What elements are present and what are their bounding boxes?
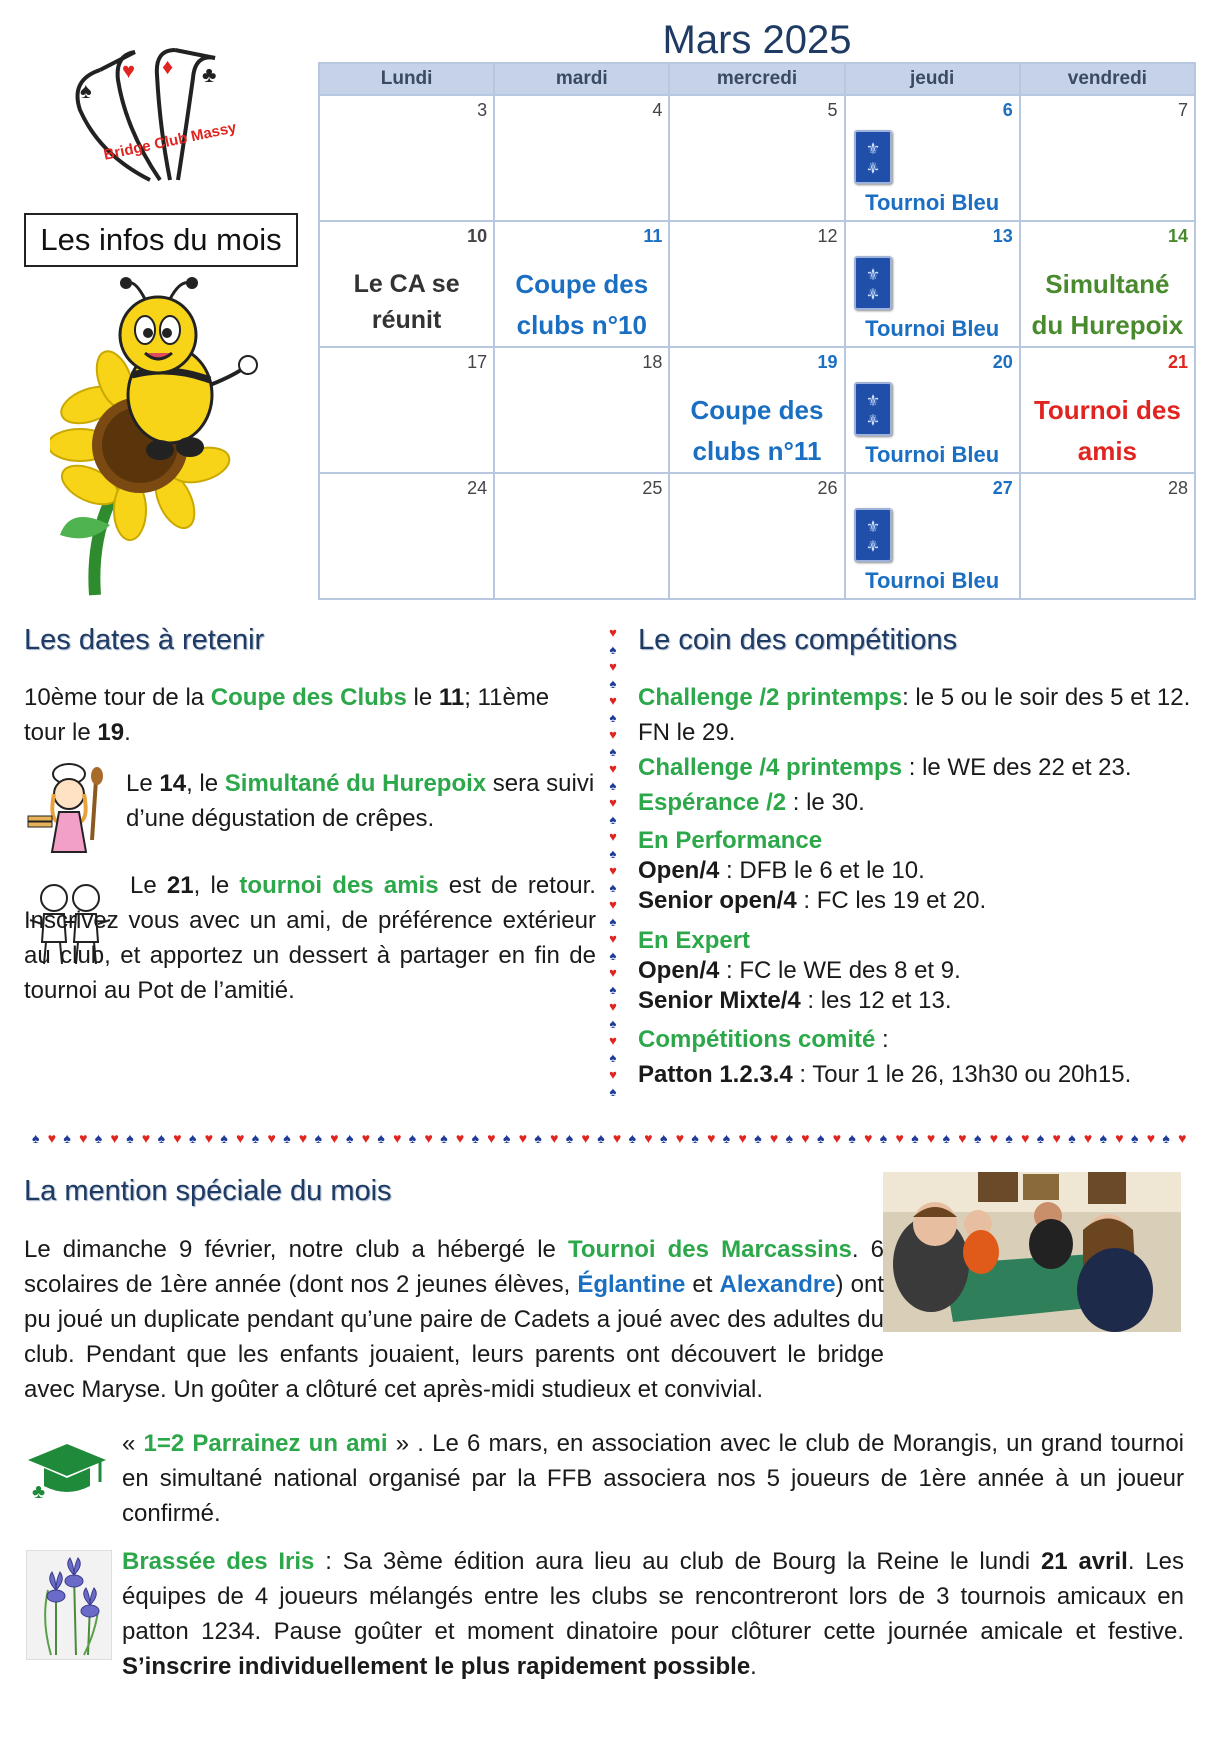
suit-glyph: ♥ xyxy=(581,1130,590,1146)
calendar-day-cell xyxy=(319,95,494,221)
suit-glyph: ♥ xyxy=(204,1130,214,1146)
calendar-table xyxy=(318,62,1196,600)
text: le xyxy=(406,684,439,711)
day-number: 25 xyxy=(642,478,663,498)
suit-glyph: ♠ xyxy=(974,1130,982,1146)
text: : le 5 ou le soir des 5 et 12. FN le 29. xyxy=(638,684,1191,746)
calendar-day-cell xyxy=(494,95,669,221)
calendar-day-cell xyxy=(494,221,669,347)
tournoi-bleu-label: Tournoi Bleu xyxy=(865,442,1000,467)
calendar-day-cell xyxy=(319,473,494,599)
text: . 6 scolaires de 1ère année (dont nos 2 jeunes élèves, xyxy=(24,1236,884,1298)
date-highlight: 21 avril xyxy=(1040,1548,1128,1575)
svg-text:♠: ♠ xyxy=(609,1084,617,1099)
date-highlight: 21 xyxy=(166,872,194,899)
competitions-list xyxy=(638,680,1200,1092)
suit-glyph: ♠ xyxy=(283,1130,291,1146)
day-number: 19 xyxy=(817,352,838,372)
suit-glyph: ♠ xyxy=(408,1130,417,1146)
logo-text: Bridge Club Massy xyxy=(102,119,238,164)
suit-glyph: ♥ xyxy=(926,1130,936,1146)
competition-label: Open/4 xyxy=(638,957,720,984)
suit-glyph: ♠ xyxy=(1162,1130,1170,1146)
suit-glyph: ♥ xyxy=(738,1130,747,1146)
suit-glyph: ♥ xyxy=(487,1130,496,1146)
day-number: 14 xyxy=(1167,226,1188,246)
coupe-clubs-highlight: Coupe des Clubs xyxy=(210,684,407,711)
competition-item xyxy=(638,785,1200,820)
photo-float-spacer xyxy=(894,1232,1184,1356)
svg-text:♥: ♥ xyxy=(609,659,617,674)
calendar-day-cell xyxy=(669,221,844,347)
suit-glyph: ♠ xyxy=(660,1130,668,1146)
calendar-day-cell xyxy=(1020,473,1195,599)
day-number: 24 xyxy=(467,478,488,498)
day-number: 11 xyxy=(643,226,663,246)
calendar-day-cell xyxy=(319,347,494,473)
suit-glyph: ♠ xyxy=(471,1130,480,1146)
calendar-day-cell xyxy=(494,347,669,473)
calendar-day-cell xyxy=(845,95,1020,221)
tournoi-amis-event xyxy=(1021,390,1194,472)
text: Le xyxy=(126,770,160,797)
text: . Les équipes de 4 joueurs mélangés entre les clubs se rencontreront lors de 3 tournois amicaux en patton 1234. Pause goûter et moment dinatoire pour clôturer cette journée amicale et festive. xyxy=(122,1548,1184,1645)
calendar-day-cell xyxy=(669,473,844,599)
event-line: Coupe des xyxy=(515,269,649,299)
competition-label: Challenge /4 printemps xyxy=(638,754,903,781)
text: : le WE des 22 et 23. xyxy=(902,754,1132,781)
svg-text:⚜: ⚜ xyxy=(865,393,880,410)
event-line: Tournoi des xyxy=(1033,395,1181,425)
calendar-day-cell xyxy=(845,473,1020,599)
suit-glyph: ♥ xyxy=(864,1130,873,1146)
suit-glyph: ♠ xyxy=(220,1130,228,1146)
text: , le xyxy=(193,872,240,899)
svg-text:♥: ♥ xyxy=(609,897,617,912)
svg-text:♥: ♥ xyxy=(609,863,617,878)
svg-text:♥: ♥ xyxy=(609,999,617,1014)
dates-paragraph-1 xyxy=(24,680,594,750)
competition-label: Patton 1.2.3.4 xyxy=(638,1061,793,1088)
text: . xyxy=(750,1653,757,1680)
suit-glyph: ♥ xyxy=(958,1130,967,1146)
svg-text:⚜: ⚜ xyxy=(865,284,880,301)
suit-glyph: ♥ xyxy=(707,1130,716,1146)
suit-glyph: ♥ xyxy=(47,1130,57,1146)
svg-text:♥: ♥ xyxy=(609,1033,617,1048)
suit-glyph: ♠ xyxy=(1036,1130,1045,1146)
svg-text:♥: ♥ xyxy=(609,795,617,810)
svg-text:♠: ♠ xyxy=(609,710,617,725)
club-logo xyxy=(60,40,270,190)
mention-paragraph-1 xyxy=(24,1232,1184,1407)
svg-text:♠: ♠ xyxy=(80,78,92,103)
text: : Sa 3ème édition aura lieu au club de Bourg la Reine le lundi xyxy=(314,1548,1041,1575)
event-line: Coupe des xyxy=(690,395,824,425)
suit-glyph: ♠ xyxy=(251,1130,260,1146)
suit-glyph: ♠ xyxy=(785,1130,794,1146)
coupe-clubs-11-event xyxy=(670,390,843,472)
calendar-day-cell xyxy=(845,221,1020,347)
text: : xyxy=(875,1026,889,1053)
dates-paragraph-3 xyxy=(24,868,596,1008)
suit-divider-horizontal xyxy=(30,1128,1198,1148)
text: « xyxy=(122,1430,144,1457)
suit-glyph: ♠ xyxy=(314,1130,323,1146)
competition-item xyxy=(638,750,1200,785)
month-title: Mars 2025 xyxy=(662,18,852,62)
day-number: 13 xyxy=(992,226,1013,246)
suit-glyph: ♥ xyxy=(1083,1130,1093,1146)
suit-glyph: ♠ xyxy=(32,1130,40,1146)
svg-text:♠: ♠ xyxy=(609,982,617,997)
day-number: 7 xyxy=(1177,100,1188,120)
suit-glyph: ♠ xyxy=(377,1130,385,1146)
svg-text:⚜: ⚜ xyxy=(865,141,880,158)
event-line: clubs n°10 xyxy=(516,310,647,340)
calendar-day-cell xyxy=(494,473,669,599)
dates-paragraph-2 xyxy=(126,766,596,836)
text: : FC le WE des 8 et 9. xyxy=(719,957,961,984)
parrainez-highlight: 1=2 Parrainez un ami xyxy=(143,1430,388,1457)
svg-text:♥: ♥ xyxy=(609,761,617,776)
suit-glyph: ♥ xyxy=(298,1130,308,1146)
text: : le 30. xyxy=(786,789,865,816)
tournoi-bleu-label: Tournoi Bleu xyxy=(865,568,1000,593)
playing-card-icon xyxy=(854,382,892,436)
suit-glyph: ♠ xyxy=(691,1130,699,1146)
calendar-day-cell xyxy=(669,95,844,221)
competitions-title: Le coin des compétitions xyxy=(638,624,958,656)
svg-text:♠: ♠ xyxy=(609,846,617,861)
svg-text:⚜: ⚜ xyxy=(865,158,880,175)
suit-glyph: ♥ xyxy=(550,1130,559,1146)
day-number: 26 xyxy=(817,478,838,498)
suit-glyph: ♠ xyxy=(911,1130,919,1146)
text: » . Le 6 mars, en association avec le club de Morangis, un grand tournoi en simultané national organisé par la FFB associera nos 5 joueurs de 1ère année à un joueur confirmé. xyxy=(122,1430,1185,1527)
svg-text:♣: ♣ xyxy=(32,1481,46,1503)
svg-text:⚜: ⚜ xyxy=(865,267,880,284)
day-number: 10 xyxy=(467,226,488,246)
suit-glyph: ♥ xyxy=(1115,1130,1124,1146)
playing-card-icon xyxy=(854,256,892,310)
dates-title: Les dates à retenir xyxy=(24,624,265,656)
svg-text:♣: ♣ xyxy=(202,62,217,87)
suit-glyph: ♥ xyxy=(801,1130,810,1146)
suit-glyph: ♠ xyxy=(1131,1130,1139,1146)
tournoi-bleu-label: Tournoi Bleu xyxy=(865,316,1000,341)
suit-glyph: ♥ xyxy=(361,1130,371,1146)
mention-title: La mention spéciale du mois xyxy=(24,1175,392,1207)
graduation-cap-icon xyxy=(24,1432,110,1504)
suit-glyph: ♥ xyxy=(455,1130,465,1146)
svg-text:♠: ♠ xyxy=(609,642,617,657)
text: ; 11ème tour le xyxy=(24,684,550,746)
calendar-day-cell xyxy=(669,347,844,473)
day-number: 27 xyxy=(992,478,1013,498)
suit-glyph: ♠ xyxy=(94,1130,103,1146)
event-line: du Hurepoix xyxy=(1031,310,1184,340)
day-number: 28 xyxy=(1167,478,1188,498)
day-number: 17 xyxy=(467,352,488,372)
day-number: 6 xyxy=(1002,100,1013,120)
competition-label: Espérance /2 xyxy=(638,789,787,816)
svg-text:♥: ♥ xyxy=(609,693,617,708)
suit-glyph: ♥ xyxy=(393,1130,402,1146)
event-line: Le CA se xyxy=(353,270,460,298)
suit-glyph: ♥ xyxy=(110,1130,119,1146)
suit-glyph: ♥ xyxy=(173,1130,182,1146)
svg-text:♠: ♠ xyxy=(609,778,617,793)
svg-text:♦: ♦ xyxy=(162,54,174,79)
suit-glyph: ♥ xyxy=(141,1130,151,1146)
event-line: Simultané xyxy=(1045,269,1170,299)
suit-glyph: ♥ xyxy=(832,1130,842,1146)
group-title: Compétitions comité xyxy=(638,1026,876,1053)
calendar-week-row xyxy=(319,221,1195,347)
group-title-row xyxy=(638,1022,1200,1057)
calendar-week-row xyxy=(319,473,1195,599)
group-title: En Performance xyxy=(638,827,823,854)
coupe-clubs-10-event xyxy=(495,264,668,346)
date-highlight: 14 xyxy=(159,770,187,797)
text: est de retour. Inscrivez vous avec un ami, de préférence extérieur au club, et apportez un dessert à partager en fin de tournoi au Pot de l’amitié. xyxy=(24,872,596,1004)
suit-glyph: ♥ xyxy=(1178,1130,1187,1146)
suit-glyph: ♠ xyxy=(565,1130,574,1146)
text: sera suivi d’une dégustation de crêpes. xyxy=(126,770,595,832)
suit-divider-vertical xyxy=(606,625,620,1105)
text: Le dimanche 9 février, notre club a hébergé le xyxy=(24,1236,568,1263)
ca-event xyxy=(320,266,493,338)
competition-item xyxy=(638,856,1200,886)
text: : FC les 19 et 20. xyxy=(796,887,987,914)
competition-label: Senior open/4 xyxy=(638,887,797,914)
date-highlight: 11 xyxy=(438,684,465,711)
text: : les 12 et 13. xyxy=(800,987,952,1014)
text: 10ème tour de la xyxy=(24,684,211,711)
mention-paragraph-3 xyxy=(122,1544,1184,1684)
weekday-header: vendredi xyxy=(1020,63,1195,95)
text: Le xyxy=(130,872,167,899)
weekday-header: Lundi xyxy=(319,63,494,95)
tournoi-bleu-label: Tournoi Bleu xyxy=(865,190,1000,215)
calendar-day-cell xyxy=(1020,221,1195,347)
suit-glyph: ♥ xyxy=(330,1130,339,1146)
bee-sunflower-illustration xyxy=(50,275,260,605)
suit-glyph: ♠ xyxy=(754,1130,762,1146)
date-highlight: 19 xyxy=(97,719,125,746)
svg-text:♥: ♥ xyxy=(609,965,617,980)
suit-glyph: ♠ xyxy=(189,1130,197,1146)
suit-glyph: ♠ xyxy=(848,1130,856,1146)
tournoi-amis-highlight: tournoi des amis xyxy=(239,872,439,899)
weekday-header: mardi xyxy=(494,63,669,95)
suit-glyph: ♥ xyxy=(267,1130,276,1146)
svg-text:♠: ♠ xyxy=(609,812,617,827)
infos-title: Les infos du mois xyxy=(24,213,298,267)
suit-glyph: ♠ xyxy=(63,1130,71,1146)
competition-item xyxy=(638,680,1200,750)
student-name-highlight: Alexandre xyxy=(719,1271,836,1298)
svg-text:♥: ♥ xyxy=(609,829,617,844)
suit-glyph: ♥ xyxy=(675,1130,685,1146)
suit-glyph: ♥ xyxy=(79,1130,88,1146)
svg-text:♥: ♥ xyxy=(609,931,617,946)
simultane-event xyxy=(1021,264,1194,346)
playing-card-icon xyxy=(854,130,892,184)
day-number: 4 xyxy=(652,100,663,120)
svg-text:⚜: ⚜ xyxy=(865,536,880,553)
suit-glyph: ♥ xyxy=(895,1130,904,1146)
playing-card-icon xyxy=(854,508,892,562)
simultane-highlight: Simultané du Hurepoix xyxy=(224,770,487,797)
suit-glyph: ♥ xyxy=(1021,1130,1030,1146)
suit-glyph: ♥ xyxy=(518,1130,528,1146)
weekday-header: jeudi xyxy=(845,63,1020,95)
svg-text:⚜: ⚜ xyxy=(865,519,880,536)
day-number: 12 xyxy=(817,226,838,246)
suit-glyph: ♠ xyxy=(817,1130,825,1146)
group-title: En Expert xyxy=(638,927,751,954)
svg-text:♥: ♥ xyxy=(609,1067,617,1082)
event-line: réunit xyxy=(371,306,442,334)
svg-text:♠: ♠ xyxy=(609,676,617,691)
expert-group xyxy=(638,926,1200,1016)
suit-glyph: ♠ xyxy=(628,1130,637,1146)
text: , le xyxy=(186,770,225,797)
text: : Tour 1 le 26, 13h30 ou 20h15. xyxy=(792,1061,1132,1088)
suit-glyph: ♠ xyxy=(1068,1130,1076,1146)
chef-girl-icon xyxy=(24,760,116,865)
registration-call: S’inscrire individuellement le plus rapidement possible xyxy=(122,1653,751,1680)
suit-glyph: ♥ xyxy=(424,1130,433,1146)
suit-glyph: ♠ xyxy=(534,1130,542,1146)
svg-text:♥: ♥ xyxy=(122,58,136,83)
calendar-week-row xyxy=(319,95,1195,221)
svg-text:♥: ♥ xyxy=(609,625,617,640)
competition-item xyxy=(638,956,1200,986)
calendar-header-row xyxy=(319,63,1195,95)
suit-glyph: ♥ xyxy=(644,1130,653,1146)
competition-label: Senior Mixte/4 xyxy=(638,987,801,1014)
suit-glyph: ♥ xyxy=(612,1130,622,1146)
svg-text:♠: ♠ xyxy=(609,914,617,929)
suit-glyph: ♥ xyxy=(989,1130,999,1146)
svg-text:⚜: ⚜ xyxy=(865,410,880,427)
suit-glyph: ♥ xyxy=(1146,1130,1156,1146)
suit-glyph: ♠ xyxy=(722,1130,731,1146)
text: : DFB le 6 et le 10. xyxy=(719,857,925,884)
day-number: 3 xyxy=(477,100,488,120)
weekday-header: mercredi xyxy=(669,63,844,95)
svg-text:♠: ♠ xyxy=(609,948,617,963)
calendar-day-cell xyxy=(1020,347,1195,473)
svg-text:♠: ♠ xyxy=(609,744,617,759)
calendar-week-row xyxy=(319,347,1195,473)
competition-item xyxy=(638,986,1200,1016)
suit-glyph: ♠ xyxy=(597,1130,605,1146)
suit-glyph: ♥ xyxy=(236,1130,245,1146)
suit-glyph: ♠ xyxy=(503,1130,511,1146)
marcassins-highlight: Tournoi des Marcassins xyxy=(568,1236,852,1263)
student-name-highlight: Églantine xyxy=(577,1271,686,1298)
competition-label: Open/4 xyxy=(638,857,720,884)
svg-text:♠: ♠ xyxy=(609,880,617,895)
suit-glyph: ♥ xyxy=(1052,1130,1061,1146)
event-line: amis xyxy=(1077,436,1137,466)
suit-glyph: ♠ xyxy=(440,1130,448,1146)
competition-item xyxy=(638,886,1200,916)
svg-text:♠: ♠ xyxy=(609,1050,617,1065)
calendar-day-cell xyxy=(1020,95,1195,221)
svg-text:♥: ♥ xyxy=(609,727,617,742)
performance-group xyxy=(638,826,1200,916)
day-number: 21 xyxy=(1167,352,1188,372)
svg-text:♠: ♠ xyxy=(609,1016,617,1031)
brassee-iris-highlight: Brassée des Iris xyxy=(122,1548,315,1575)
mention-paragraph-2 xyxy=(122,1426,1184,1531)
calendar-day-cell xyxy=(845,347,1020,473)
suit-glyph: ♠ xyxy=(126,1130,134,1146)
day-number: 20 xyxy=(992,352,1013,372)
suit-glyph: ♠ xyxy=(1005,1130,1013,1146)
suit-glyph: ♥ xyxy=(769,1130,779,1146)
suit-glyph: ♠ xyxy=(157,1130,166,1146)
suit-glyph: ♠ xyxy=(879,1130,888,1146)
suit-glyph: ♠ xyxy=(346,1130,354,1146)
iris-flowers-icon xyxy=(26,1550,112,1660)
text: ) ont pu joué un duplicate pendant qu’une paire de Cadets a joué avec des adultes du club. Pendant que les enfants jouaient, leurs parents ont découvert le bridge avec Maryse. Un goûter a clôturé cet après-midi studieux et convivial. xyxy=(24,1271,884,1403)
event-line: clubs n°11 xyxy=(692,436,822,466)
calendar-day-cell xyxy=(319,221,494,347)
text: et xyxy=(685,1271,720,1298)
suit-glyph: ♠ xyxy=(1099,1130,1108,1146)
suit-glyph: ♠ xyxy=(942,1130,951,1146)
text: . xyxy=(124,719,131,746)
comite-group xyxy=(638,1022,1200,1092)
day-number: 5 xyxy=(827,100,838,120)
day-number: 18 xyxy=(642,352,663,372)
competition-label: Challenge /2 printemps xyxy=(638,684,903,711)
competition-item xyxy=(638,1057,1200,1092)
